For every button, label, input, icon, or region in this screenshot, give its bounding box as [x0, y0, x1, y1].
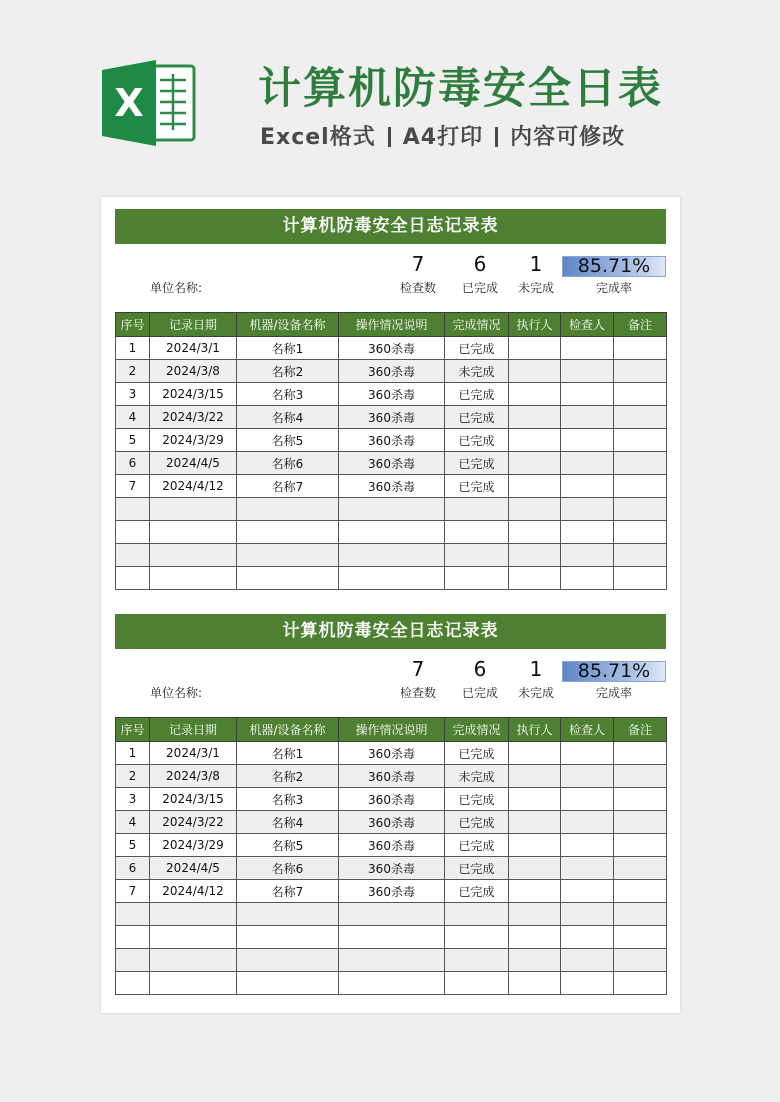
table-cell[interactable] — [445, 498, 509, 521]
log-title: 计算机防毒安全日志记录表 — [115, 209, 666, 244]
table-cell[interactable]: 1 — [116, 337, 150, 360]
table-cell[interactable] — [509, 452, 561, 475]
subtitle-format: Excel格式 — [260, 125, 376, 150]
done-count-label: 已完成 — [461, 686, 498, 700]
table-cell[interactable]: 6 — [116, 857, 150, 880]
undone-count-value: 1 — [529, 252, 543, 276]
table-cell[interactable] — [237, 544, 339, 567]
table-row — [116, 498, 667, 521]
log-section — [115, 614, 666, 995]
table-row — [116, 567, 667, 590]
table-cell[interactable]: 2024/3/29 — [150, 429, 237, 452]
column-header: 检查人 — [561, 313, 614, 337]
table-cell[interactable] — [116, 949, 150, 972]
table-cell[interactable]: 6 — [116, 452, 150, 475]
table-row — [116, 880, 667, 903]
table-row — [116, 903, 667, 926]
table-cell[interactable] — [237, 498, 339, 521]
table-row — [116, 406, 667, 429]
table-cell[interactable] — [509, 834, 561, 857]
table-cell[interactable] — [509, 880, 561, 903]
table-cell[interactable] — [561, 337, 614, 360]
table-cell[interactable]: 名称2 — [237, 360, 339, 383]
table-row — [116, 742, 667, 765]
column-header: 机器/设备名称 — [237, 718, 339, 742]
table-cell[interactable] — [237, 567, 339, 590]
table-cell[interactable]: 360杀毒 — [339, 383, 445, 406]
table-cell[interactable]: 2024/3/1 — [150, 742, 237, 765]
table-cell[interactable] — [339, 949, 445, 972]
log-title: 计算机防毒安全日志记录表 — [115, 614, 666, 649]
table-row — [116, 972, 667, 995]
banner — [0, 0, 780, 190]
table-cell[interactable] — [614, 949, 667, 972]
table-cell[interactable]: 360杀毒 — [339, 834, 445, 857]
table-cell[interactable] — [237, 903, 339, 926]
table-cell[interactable]: 名称5 — [237, 834, 339, 857]
table-cell[interactable]: 360杀毒 — [339, 788, 445, 811]
table-cell[interactable]: 2024/3/15 — [150, 788, 237, 811]
table-cell[interactable] — [614, 337, 667, 360]
table-cell[interactable] — [445, 544, 509, 567]
table-cell[interactable] — [561, 926, 614, 949]
table-cell[interactable] — [614, 926, 667, 949]
table-cell[interactable]: 2024/3/1 — [150, 337, 237, 360]
column-header: 执行人 — [509, 313, 561, 337]
table-cell[interactable]: 未完成 — [445, 765, 509, 788]
logo-letter: X — [114, 81, 144, 125]
table-cell[interactable] — [561, 949, 614, 972]
column-header: 序号 — [116, 313, 150, 337]
table-cell[interactable]: 已完成 — [445, 788, 509, 811]
table-row — [116, 926, 667, 949]
table-cell[interactable] — [150, 567, 237, 590]
table-cell[interactable]: 已完成 — [445, 811, 509, 834]
table-cell[interactable] — [509, 475, 561, 498]
log-table — [115, 717, 667, 995]
table-cell[interactable]: 名称2 — [237, 765, 339, 788]
check-count-label: 检查数 — [399, 281, 436, 295]
table-cell[interactable] — [614, 857, 667, 880]
unit-name-label: 单位名称: — [150, 686, 203, 700]
table-cell[interactable]: 已完成 — [445, 429, 509, 452]
table-cell[interactable] — [614, 521, 667, 544]
table-cell[interactable] — [509, 949, 561, 972]
table-cell[interactable]: 已完成 — [445, 337, 509, 360]
done-count-value: 6 — [473, 252, 487, 276]
done-count-label: 已完成 — [461, 281, 498, 295]
table-cell[interactable] — [509, 567, 561, 590]
table-cell[interactable] — [614, 834, 667, 857]
table-cell[interactable]: 2024/4/12 — [150, 475, 237, 498]
check-count-value: 7 — [411, 657, 425, 681]
table-cell[interactable] — [509, 544, 561, 567]
table-cell[interactable] — [116, 521, 150, 544]
table-cell[interactable] — [150, 521, 237, 544]
table-row — [116, 544, 667, 567]
table-cell[interactable] — [150, 926, 237, 949]
table-cell[interactable] — [116, 544, 150, 567]
table-row — [116, 360, 667, 383]
table-cell[interactable]: 2 — [116, 360, 150, 383]
table-cell[interactable]: 360杀毒 — [339, 406, 445, 429]
table-cell[interactable] — [509, 498, 561, 521]
table-cell[interactable]: 3 — [116, 788, 150, 811]
column-header: 操作情况说明 — [339, 718, 445, 742]
unit-name-label: 单位名称: — [150, 281, 203, 295]
table-cell[interactable]: 已完成 — [445, 742, 509, 765]
subtitle-editable: 内容可修改 — [510, 125, 626, 150]
table-cell[interactable] — [116, 498, 150, 521]
table-cell[interactable] — [339, 544, 445, 567]
table-cell[interactable] — [445, 972, 509, 995]
table-cell[interactable] — [509, 857, 561, 880]
undone-count-label: 未完成 — [517, 686, 554, 700]
completion-rate-value: 85.71% — [577, 660, 651, 682]
table-cell[interactable]: 2024/3/22 — [150, 406, 237, 429]
column-header: 执行人 — [509, 718, 561, 742]
undone-count-label: 未完成 — [517, 281, 554, 295]
table-cell[interactable] — [509, 521, 561, 544]
table-cell[interactable] — [561, 811, 614, 834]
table-cell[interactable]: 2024/3/15 — [150, 383, 237, 406]
table-cell[interactable]: 1 — [116, 742, 150, 765]
table-cell[interactable] — [614, 742, 667, 765]
table-header-row — [116, 718, 667, 742]
table-cell[interactable] — [445, 903, 509, 926]
table-cell[interactable]: 2024/3/8 — [150, 765, 237, 788]
document-page — [101, 197, 680, 1013]
table-cell[interactable] — [116, 567, 150, 590]
table-cell[interactable] — [445, 926, 509, 949]
table-cell[interactable] — [509, 972, 561, 995]
excel-logo-icon — [100, 58, 198, 148]
table-row — [116, 811, 667, 834]
table-cell[interactable] — [561, 475, 614, 498]
table-cell[interactable] — [561, 429, 614, 452]
table-cell[interactable]: 名称4 — [237, 811, 339, 834]
table-cell[interactable]: 未完成 — [445, 360, 509, 383]
table-cell[interactable]: 360杀毒 — [339, 452, 445, 475]
table-cell[interactable] — [614, 406, 667, 429]
table-cell[interactable]: 名称6 — [237, 857, 339, 880]
table-cell[interactable] — [614, 972, 667, 995]
table-cell[interactable]: 已完成 — [445, 406, 509, 429]
table-cell[interactable]: 已完成 — [445, 452, 509, 475]
subtitle-print: A4打印 — [402, 125, 484, 150]
table-cell[interactable]: 名称4 — [237, 406, 339, 429]
done-count-value: 6 — [473, 657, 487, 681]
stats-area — [115, 649, 666, 717]
table-cell[interactable] — [561, 383, 614, 406]
table-cell[interactable] — [614, 880, 667, 903]
table-cell[interactable] — [339, 972, 445, 995]
table-cell[interactable] — [445, 521, 509, 544]
table-cell[interactable] — [561, 742, 614, 765]
log-table — [115, 312, 667, 590]
table-cell[interactable]: 360杀毒 — [339, 811, 445, 834]
table-cell[interactable] — [561, 498, 614, 521]
table-row — [116, 765, 667, 788]
column-header: 记录日期 — [150, 718, 237, 742]
table-cell[interactable] — [150, 972, 237, 995]
table-row — [116, 383, 667, 406]
table-cell[interactable] — [561, 788, 614, 811]
table-row — [116, 834, 667, 857]
table-cell[interactable] — [237, 521, 339, 544]
table-cell[interactable] — [614, 903, 667, 926]
column-header: 操作情况说明 — [339, 313, 445, 337]
table-cell[interactable]: 已完成 — [445, 880, 509, 903]
subtitle-divider — [495, 127, 498, 147]
table-cell[interactable] — [561, 903, 614, 926]
table-cell[interactable] — [237, 972, 339, 995]
table-cell[interactable]: 360杀毒 — [339, 742, 445, 765]
column-header: 完成情况 — [445, 718, 509, 742]
table-cell[interactable] — [561, 544, 614, 567]
table-cell[interactable] — [614, 544, 667, 567]
table-cell[interactable] — [116, 972, 150, 995]
table-cell[interactable]: 2024/4/5 — [150, 452, 237, 475]
table-cell[interactable]: 5 — [116, 834, 150, 857]
table-row — [116, 788, 667, 811]
column-header: 机器/设备名称 — [237, 313, 339, 337]
table-cell[interactable] — [561, 972, 614, 995]
table-cell[interactable] — [509, 360, 561, 383]
table-cell[interactable] — [339, 903, 445, 926]
table-cell[interactable] — [509, 788, 561, 811]
table-cell[interactable]: 2024/4/5 — [150, 857, 237, 880]
table-cell[interactable] — [614, 360, 667, 383]
table-cell[interactable]: 360杀毒 — [339, 765, 445, 788]
table-cell[interactable] — [150, 544, 237, 567]
table-cell[interactable] — [509, 742, 561, 765]
table-cell[interactable] — [561, 521, 614, 544]
table-cell[interactable] — [561, 452, 614, 475]
table-cell[interactable] — [614, 811, 667, 834]
column-header: 完成情况 — [445, 313, 509, 337]
table-cell[interactable]: 360杀毒 — [339, 857, 445, 880]
column-header: 检查人 — [561, 718, 614, 742]
table-row — [116, 429, 667, 452]
table-row — [116, 521, 667, 544]
table-cell[interactable]: 5 — [116, 429, 150, 452]
table-cell[interactable] — [561, 360, 614, 383]
table-cell[interactable]: 名称1 — [237, 742, 339, 765]
table-row — [116, 857, 667, 880]
table-cell[interactable] — [614, 498, 667, 521]
table-cell[interactable] — [116, 903, 150, 926]
table-cell[interactable]: 3 — [116, 383, 150, 406]
page-title: 计算机防毒安全日表 — [258, 64, 663, 114]
table-cell[interactable] — [614, 788, 667, 811]
table-cell[interactable]: 已完成 — [445, 475, 509, 498]
column-header: 备注 — [614, 313, 667, 337]
table-cell[interactable] — [561, 880, 614, 903]
table-cell[interactable] — [339, 521, 445, 544]
page-subtitle — [260, 122, 625, 154]
table-cell[interactable] — [116, 926, 150, 949]
table-cell[interactable] — [561, 406, 614, 429]
log-section — [115, 209, 666, 590]
table-cell[interactable]: 2024/4/12 — [150, 880, 237, 903]
table-cell[interactable] — [509, 811, 561, 834]
table-cell[interactable]: 名称3 — [237, 383, 339, 406]
table-cell[interactable]: 360杀毒 — [339, 880, 445, 903]
completion-rate-label: 完成率 — [595, 281, 632, 295]
column-header: 序号 — [116, 718, 150, 742]
table-cell[interactable] — [614, 765, 667, 788]
table-cell[interactable] — [445, 567, 509, 590]
table-cell[interactable]: 360杀毒 — [339, 337, 445, 360]
table-cell[interactable] — [150, 498, 237, 521]
table-cell[interactable] — [509, 337, 561, 360]
table-cell[interactable] — [561, 834, 614, 857]
table-cell[interactable]: 7 — [116, 475, 150, 498]
table-row — [116, 337, 667, 360]
table-row — [116, 949, 667, 972]
table-cell[interactable] — [339, 498, 445, 521]
table-cell[interactable] — [509, 429, 561, 452]
table-cell[interactable]: 名称7 — [237, 880, 339, 903]
table-cell[interactable] — [237, 949, 339, 972]
table-cell[interactable]: 4 — [116, 811, 150, 834]
table-cell[interactable]: 已完成 — [445, 383, 509, 406]
table-cell[interactable] — [150, 903, 237, 926]
subtitle-divider — [388, 127, 391, 147]
table-cell[interactable] — [509, 903, 561, 926]
table-cell[interactable] — [509, 383, 561, 406]
table-cell[interactable]: 360杀毒 — [339, 429, 445, 452]
undone-count-value: 1 — [529, 657, 543, 681]
table-cell[interactable]: 名称1 — [237, 337, 339, 360]
table-cell[interactable]: 名称6 — [237, 452, 339, 475]
table-cell[interactable] — [614, 452, 667, 475]
check-count-label: 检查数 — [399, 686, 436, 700]
table-cell[interactable]: 360杀毒 — [339, 475, 445, 498]
table-cell[interactable]: 2 — [116, 765, 150, 788]
table-cell[interactable]: 名称3 — [237, 788, 339, 811]
table-cell[interactable] — [561, 857, 614, 880]
table-cell[interactable]: 已完成 — [445, 857, 509, 880]
table-cell[interactable] — [509, 406, 561, 429]
table-cell[interactable] — [614, 567, 667, 590]
completion-rate-value: 85.71% — [577, 255, 651, 277]
table-cell[interactable]: 2024/3/8 — [150, 360, 237, 383]
table-cell[interactable]: 4 — [116, 406, 150, 429]
table-cell[interactable] — [509, 926, 561, 949]
table-cell[interactable]: 已完成 — [445, 834, 509, 857]
table-cell[interactable]: 2024/3/29 — [150, 834, 237, 857]
table-cell[interactable] — [561, 567, 614, 590]
table-cell[interactable] — [339, 926, 445, 949]
table-row — [116, 475, 667, 498]
column-header: 记录日期 — [150, 313, 237, 337]
table-cell[interactable]: 名称7 — [237, 475, 339, 498]
completion-rate-label: 完成率 — [595, 686, 632, 700]
table-cell[interactable]: 2024/3/22 — [150, 811, 237, 834]
column-header: 备注 — [614, 718, 667, 742]
table-cell[interactable] — [509, 765, 561, 788]
table-cell[interactable] — [237, 926, 339, 949]
table-cell[interactable]: 360杀毒 — [339, 360, 445, 383]
check-count-value: 7 — [411, 252, 425, 276]
table-cell[interactable] — [445, 949, 509, 972]
table-cell[interactable]: 7 — [116, 880, 150, 903]
stats-area — [115, 244, 666, 312]
table-cell[interactable] — [614, 383, 667, 406]
table-cell[interactable]: 名称5 — [237, 429, 339, 452]
table-cell[interactable] — [614, 475, 667, 498]
table-cell[interactable] — [561, 765, 614, 788]
table-cell[interactable] — [614, 429, 667, 452]
table-cell[interactable] — [150, 949, 237, 972]
table-row — [116, 452, 667, 475]
table-cell[interactable] — [339, 567, 445, 590]
table-header-row — [116, 313, 667, 337]
